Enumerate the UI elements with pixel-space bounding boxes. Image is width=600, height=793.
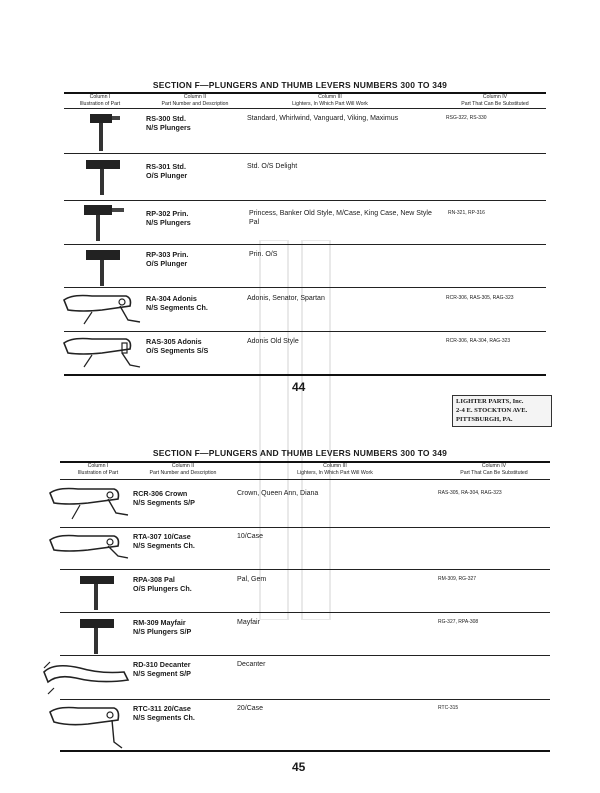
stamp-city: PITTSBURGH, PA.	[456, 416, 513, 424]
column-header-4	[440, 94, 550, 107]
row-divider	[64, 153, 546, 154]
thumb-lever-icon	[40, 658, 132, 700]
compatible-lighters: Pal, Gem	[237, 576, 267, 583]
thumb-lever-icon	[48, 483, 130, 525]
column-header-sublabel: Lighters, In Which Part Will Work	[292, 100, 368, 107]
column-header-label: Column I	[87, 463, 109, 469]
substitute-part: RM-309, RG-327	[438, 576, 477, 582]
row-divider	[60, 527, 550, 528]
part-number: RP-302 Prin.	[146, 209, 189, 218]
row-divider	[60, 612, 550, 613]
plunger-icon	[80, 156, 130, 198]
row-divider	[64, 331, 546, 332]
column-header-sublabel: Part Number and Description	[161, 100, 229, 107]
column-header-label: Column III	[323, 463, 347, 469]
row-divider	[60, 699, 550, 700]
compatible-lighters: Standard, Whirlwind, Vanguard, Viking, Maximus	[247, 115, 399, 122]
row-divider	[60, 479, 550, 480]
row-divider	[64, 108, 546, 109]
thumb-lever-icon	[62, 333, 142, 373]
stamp-company-name: LIGHTER PARTS, Inc.	[456, 398, 524, 405]
part-description: N/S Segment S/P	[133, 669, 191, 678]
column-header-1	[58, 463, 138, 476]
substitute-part: RSG-322, RS-330	[446, 115, 487, 121]
plunger-icon	[74, 615, 124, 657]
column-header-label: Column IV	[482, 94, 508, 100]
company-stamp	[452, 395, 552, 427]
part-description: O/S Plunger	[146, 259, 188, 268]
compatible-lighters: Std. O/S Delight	[247, 163, 298, 170]
part-number: RS-301 Std.	[146, 162, 186, 171]
column-header-4	[438, 463, 550, 476]
part-description: N/S Segments Ch.	[133, 541, 195, 550]
column-header-label: Column III	[318, 94, 342, 100]
part-description: O/S Plunger	[146, 171, 188, 180]
part-number: RP-303 Prin.	[146, 250, 189, 259]
plunger-icon	[80, 246, 130, 288]
column-header-1	[60, 94, 140, 107]
column-header-label: Column I	[89, 94, 111, 100]
plunger-icon	[80, 112, 130, 154]
substitute-part: RN-321, RP-316	[448, 210, 485, 216]
part-number: RD-310 Decanter	[133, 660, 191, 669]
part-number: RPA-308 Pal	[133, 575, 175, 584]
page-number: 45	[292, 760, 306, 774]
compatible-lighters: Adonis Old Style	[247, 338, 299, 345]
column-header-sublabel: Lighters, In Which Part Will Work	[297, 469, 373, 476]
stamp-address: 2-4 E. STOCKTON AVE.	[456, 407, 528, 415]
compatible-lighters: Decanter	[237, 661, 266, 668]
page-44-section-title: SECTION F—PLUNGERS AND THUMB LEVERS NUMBERS 300 TO 349	[152, 80, 448, 90]
column-header-label: Column II	[171, 463, 195, 469]
compatible-lighters: Prin. O/S	[249, 251, 278, 258]
part-description: N/S Segments S/P	[133, 498, 195, 507]
substitute-part: RTC-315	[438, 705, 459, 711]
plunger-icon	[76, 202, 132, 244]
part-number: RCR-306 Crown	[133, 489, 188, 498]
plunger-icon	[74, 572, 124, 614]
thumb-lever-icon	[62, 290, 142, 330]
substitute-part: RG-327, RPA-308	[438, 619, 479, 625]
substitute-part: RCR-306, RAS-305, RAG-323	[446, 295, 514, 301]
row-divider	[60, 569, 550, 570]
row-divider	[60, 655, 550, 656]
column-header-sublabel: Part That Can Be Substituted	[461, 100, 529, 107]
column-header-sublabel: Illustration of Part	[79, 100, 121, 107]
part-number: RTC-311 20/Case	[133, 704, 191, 713]
part-description: O/S Segments S/S	[146, 346, 209, 355]
part-number: RAS-305 Adonis	[146, 337, 202, 346]
thumb-lever-icon	[48, 702, 130, 750]
part-description: N/S Plungers	[146, 123, 191, 132]
substitute-part: RAS-305, RA-304, RAG-323	[438, 490, 502, 496]
compatible-lighters: 10/Case	[237, 533, 264, 540]
part-description: O/S Plungers Ch.	[133, 584, 192, 593]
part-description: N/S Segments Ch.	[146, 303, 208, 312]
part-description: N/S Plungers S/P	[133, 627, 192, 636]
part-number: RS-300 Std.	[146, 114, 186, 123]
column-header-sublabel: Part That Can Be Substituted	[460, 469, 528, 476]
part-description: N/S Segments Ch.	[133, 713, 195, 722]
column-header-2	[128, 463, 238, 476]
substitute-part: RCR-306, RA-304, RAG-323	[446, 338, 511, 344]
table-bottom-rule	[60, 750, 550, 752]
compatible-lighters: 20/Case	[237, 705, 264, 712]
compatible-lighters: Crown, Queen Ann, Diana	[237, 490, 319, 497]
row-divider	[64, 244, 546, 245]
compatible-lighters: Mayfair	[237, 619, 260, 626]
thumb-lever-icon	[48, 530, 130, 572]
part-description: N/S Plungers	[146, 218, 191, 227]
part-number: RM-309 Mayfair	[133, 618, 186, 627]
row-divider	[64, 287, 546, 288]
row-divider	[64, 200, 546, 201]
column-header-sublabel: Illustration of Part	[77, 469, 119, 476]
table-bottom-rule	[64, 374, 546, 376]
column-header-sublabel: Part Number and Description	[149, 469, 217, 476]
column-header-3	[250, 94, 410, 107]
column-header-label: Column IV	[481, 463, 507, 469]
compatible-lighters: Princess, Banker Old Style, M/Case, King Case, New Style Pal	[249, 210, 432, 226]
column-header-2	[140, 94, 250, 107]
column-header-3	[255, 463, 415, 476]
page-number: 44	[292, 380, 306, 394]
column-header-label: Column II	[183, 94, 207, 100]
page-45-section-title: SECTION F—PLUNGERS AND THUMB LEVERS NUMBERS 300 TO 349	[152, 448, 448, 458]
part-number: RTA-307 10/Case	[133, 532, 191, 541]
compatible-lighters: Adonis, Senator, Spartan	[247, 295, 325, 302]
part-number: RA-304 Adonis	[146, 294, 197, 303]
